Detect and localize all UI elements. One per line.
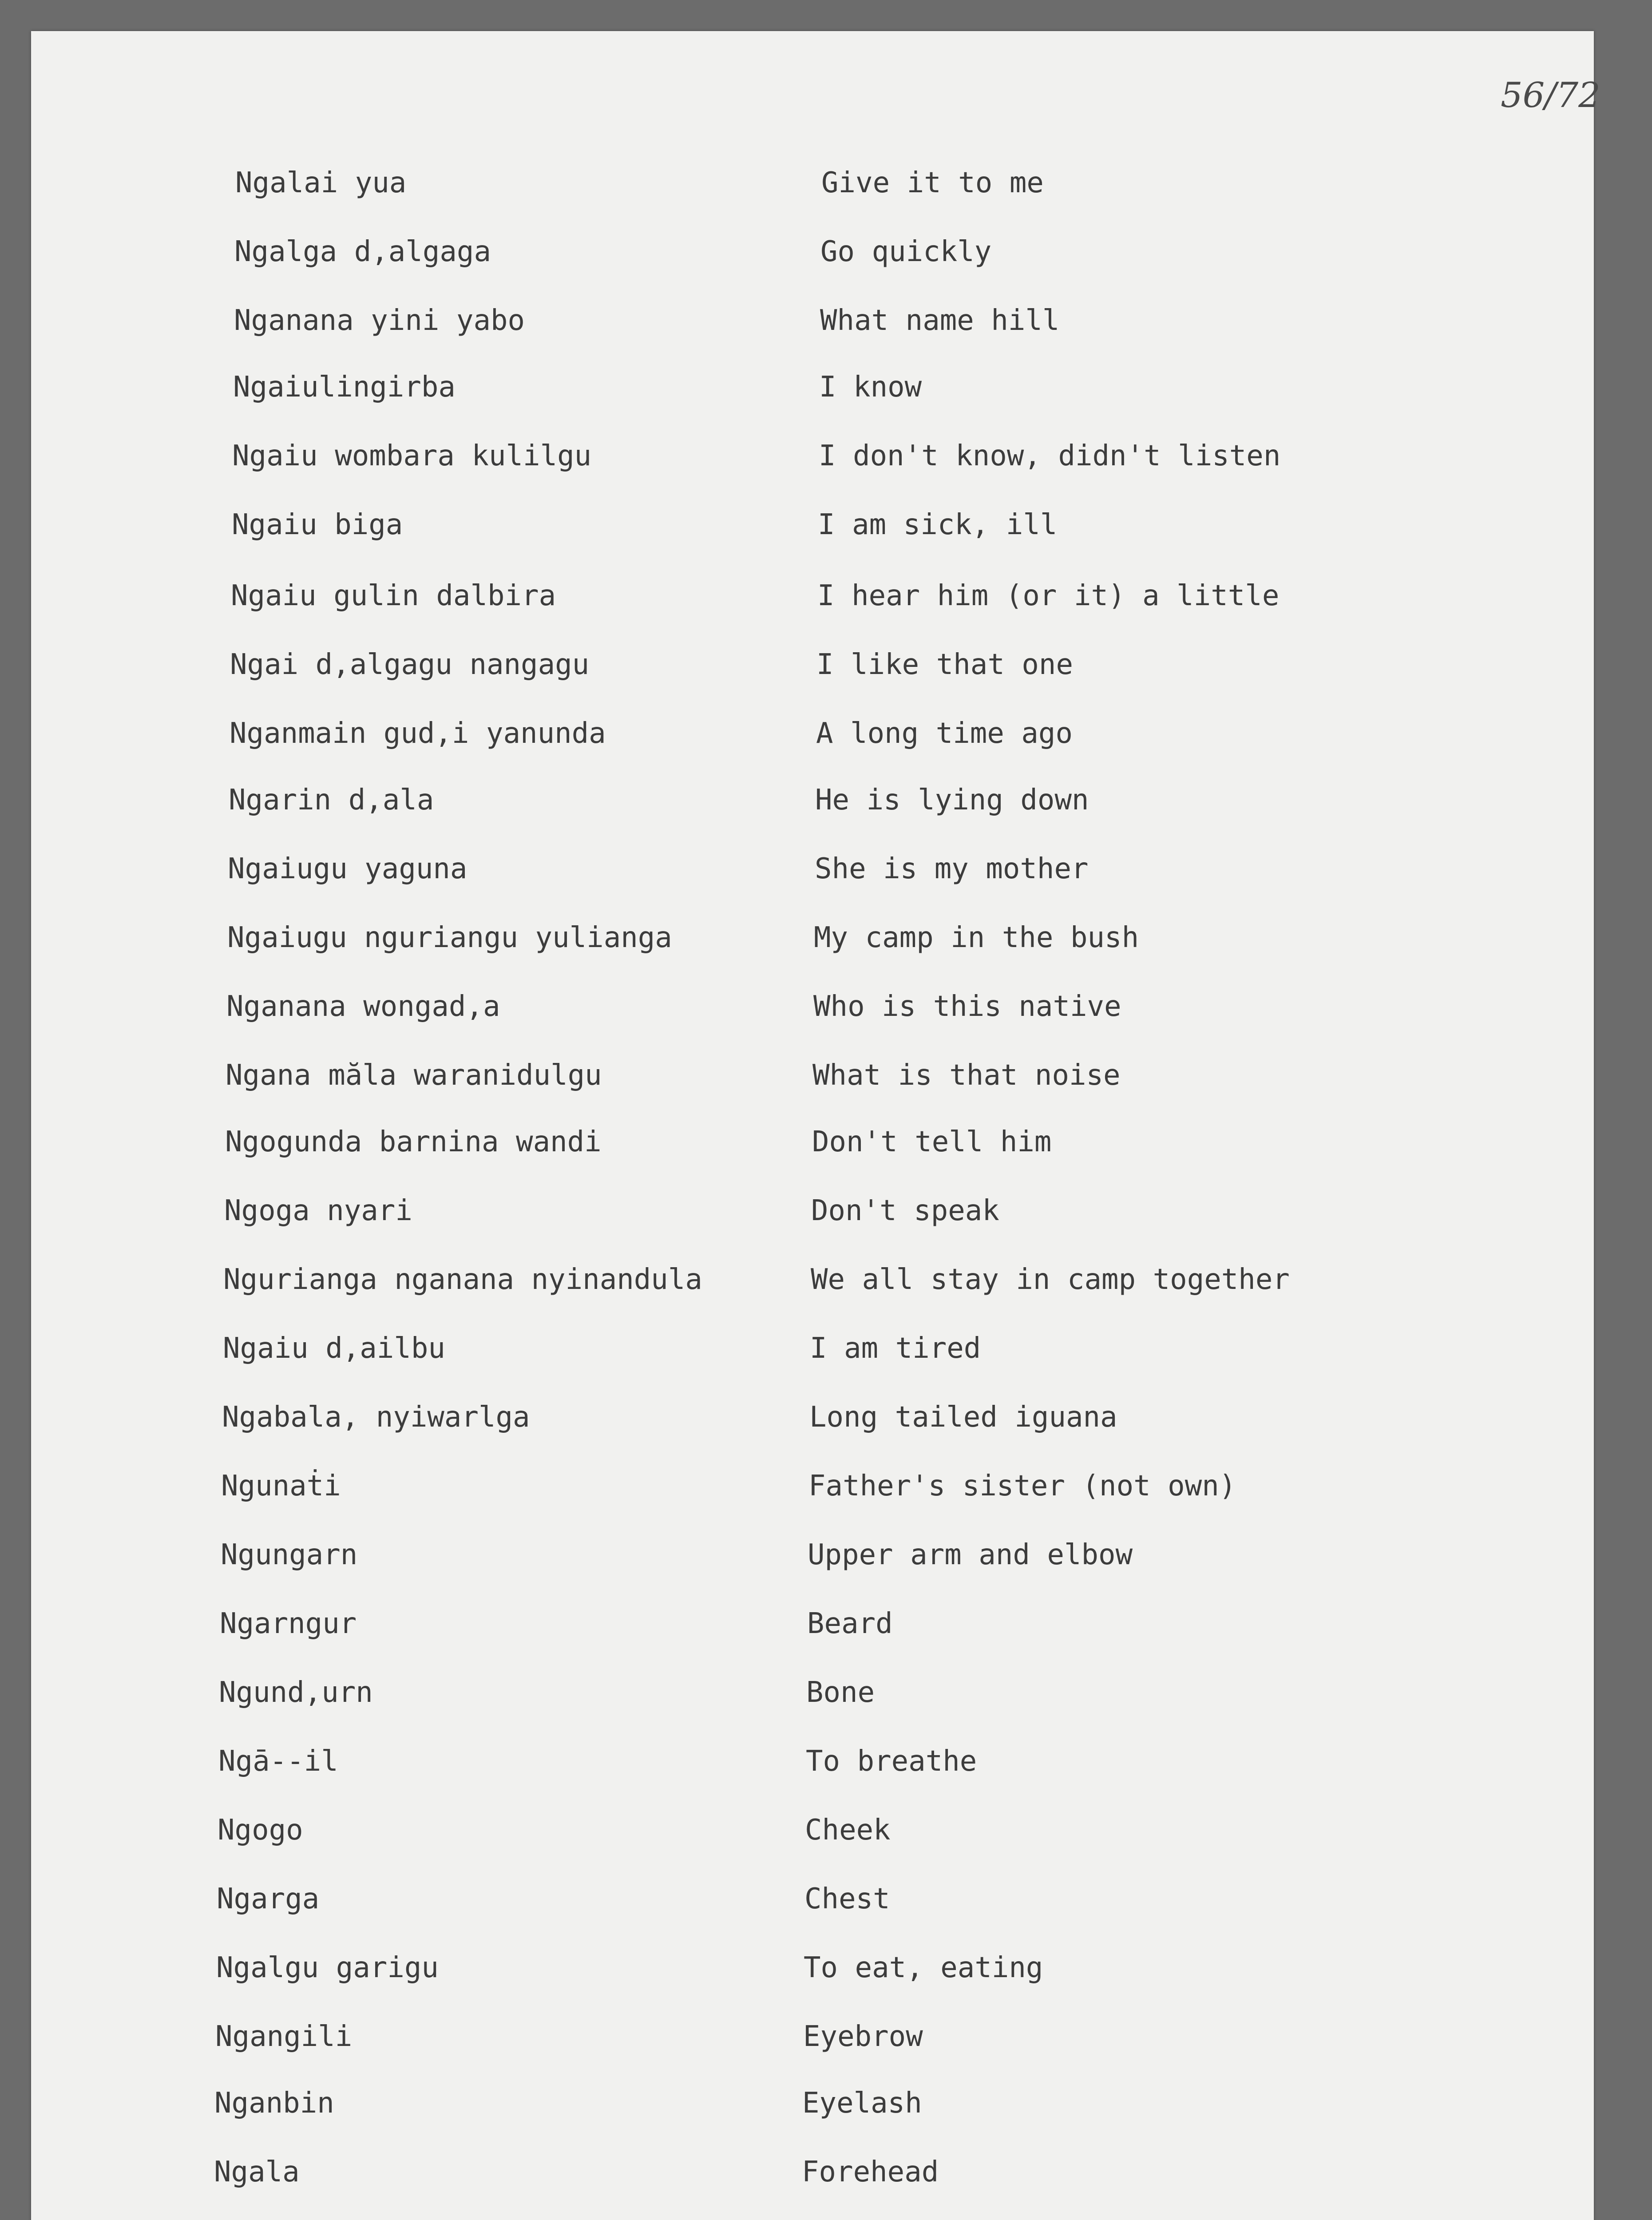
english-gloss: I like that one <box>816 648 1073 681</box>
english-gloss: Give it to me <box>821 166 1044 199</box>
english-gloss: Long tailed iguana <box>809 1401 1117 1434</box>
english-gloss: We all stay in camp together <box>811 1263 1290 1296</box>
english-gloss: Cheek <box>805 1814 891 1847</box>
list-item <box>31 1472 1594 1521</box>
aboriginal-term: Ngangili <box>215 2020 353 2053</box>
aboriginal-term: Ngaiugu nguriangu yulianga <box>227 921 672 954</box>
document-page <box>31 31 1600 2220</box>
list-item <box>31 508 1594 559</box>
list-item <box>31 1061 1594 1110</box>
english-gloss: My camp in the bush <box>814 921 1139 954</box>
word-list <box>31 31 1594 2220</box>
aboriginal-term: Ngunaṫi <box>221 1470 341 1502</box>
aboriginal-term: Nganmain gud,i yanunda <box>230 717 606 750</box>
list-item <box>31 650 1594 699</box>
aboriginal-term: Ngai d,algagu nangagu <box>230 648 590 681</box>
list-item <box>31 1265 1594 1314</box>
aboriginal-term: Ngabala, nyiwarlga <box>222 1401 530 1434</box>
aboriginal-term: Nganana yini yabo <box>234 304 525 337</box>
list-item <box>31 1607 1594 1658</box>
aboriginal-term: Ngungarn <box>221 1538 358 1571</box>
english-gloss: What name hill <box>820 304 1060 337</box>
aboriginal-term: Ngarin d,ala <box>229 784 434 817</box>
aboriginal-term: Ngana măla waranidulgu <box>226 1059 602 1092</box>
aboriginal-term: Ngalga d,algaga <box>234 235 491 268</box>
list-item <box>31 1951 1594 2002</box>
list-item <box>31 786 1594 835</box>
aboriginal-term: Ngalai yua <box>235 166 407 199</box>
aboriginal-term: Ngaiu d,ailbu <box>223 1332 445 1365</box>
aboriginal-term: Ngaiu gulin dalbira <box>231 579 556 612</box>
list-item <box>31 1678 1594 1727</box>
english-gloss: I hear him (or it) a little <box>817 579 1280 612</box>
english-gloss: To eat, eating <box>804 1951 1043 1984</box>
list-item <box>31 1403 1594 1452</box>
list-item <box>31 442 1594 491</box>
aboriginal-term: Ngund,urn <box>219 1676 373 1709</box>
aboriginal-term: Ngalgu garigu <box>216 1951 439 1984</box>
list-item <box>31 373 1594 422</box>
english-gloss: Father's sister (not own) <box>808 1470 1236 1502</box>
aboriginal-term: Nganana wongad,a <box>226 990 500 1023</box>
aboriginal-term: Ngaiu biga <box>232 508 403 541</box>
list-item <box>31 1334 1594 1383</box>
english-gloss: Beard <box>807 1607 893 1640</box>
list-item <box>31 235 1594 286</box>
english-gloss: She is my mother <box>815 852 1089 885</box>
english-gloss: Don't tell him <box>812 1126 1052 1158</box>
list-item <box>31 1194 1594 1245</box>
list-item <box>31 2022 1594 2071</box>
list-item <box>31 1747 1594 1796</box>
aboriginal-term: Ngaiugu yaguna <box>228 852 467 885</box>
list-item <box>31 579 1594 630</box>
page-number: 56/72 <box>1501 75 1600 115</box>
english-gloss: Don't speak <box>811 1194 999 1227</box>
list-item <box>31 2158 1594 2207</box>
list-item <box>31 166 1594 218</box>
aboriginal-term: Ngogo <box>218 1814 303 1847</box>
aboriginal-term: Nganbin <box>214 2087 334 2120</box>
english-gloss: Go quickly <box>820 235 992 268</box>
aboriginal-term: Ngarga <box>217 1883 320 1915</box>
list-item <box>31 719 1594 768</box>
list-item <box>31 852 1594 904</box>
list-item <box>31 1885 1594 1934</box>
english-gloss: I know <box>819 371 922 404</box>
list-item <box>31 2089 1594 2138</box>
english-gloss: Chest <box>804 1883 890 1915</box>
list-item <box>31 1128 1594 1177</box>
aboriginal-term: Ngala <box>214 2156 300 2188</box>
english-gloss: Bone <box>806 1676 875 1709</box>
english-gloss: I don't know, didn't listen <box>819 440 1281 472</box>
list-item <box>31 1816 1594 1865</box>
english-gloss: A long time ago <box>816 717 1073 750</box>
english-gloss: He is lying down <box>815 784 1089 817</box>
english-gloss: Who is this native <box>813 990 1121 1023</box>
list-item <box>31 992 1594 1041</box>
english-gloss: I am sick, ill <box>818 508 1058 541</box>
list-item <box>31 1538 1594 1590</box>
english-gloss: Eyelash <box>802 2087 922 2120</box>
english-gloss: Forehead <box>802 2156 939 2188</box>
list-item <box>31 921 1594 972</box>
aboriginal-term: Ngaiulingirba <box>233 371 456 404</box>
english-gloss: Upper arm and elbow <box>808 1538 1133 1571</box>
english-gloss: Eyebrow <box>803 2020 923 2053</box>
english-gloss: To breathe <box>806 1745 977 1778</box>
list-item <box>31 306 1594 355</box>
aboriginal-term: Ngurianga nganana nyinandula <box>223 1263 702 1296</box>
english-gloss: What is that noise <box>812 1059 1121 1092</box>
aboriginal-term: Ngā--il <box>218 1745 338 1778</box>
aboriginal-term: Ngogunda barnina wandi <box>225 1126 602 1158</box>
aboriginal-term: Ngarngur <box>220 1607 357 1640</box>
aboriginal-term: Ngaiu wombara kulilgu <box>232 440 592 472</box>
aboriginal-term: Ngoga nyari <box>224 1194 412 1227</box>
english-gloss: I am tired <box>810 1332 981 1365</box>
